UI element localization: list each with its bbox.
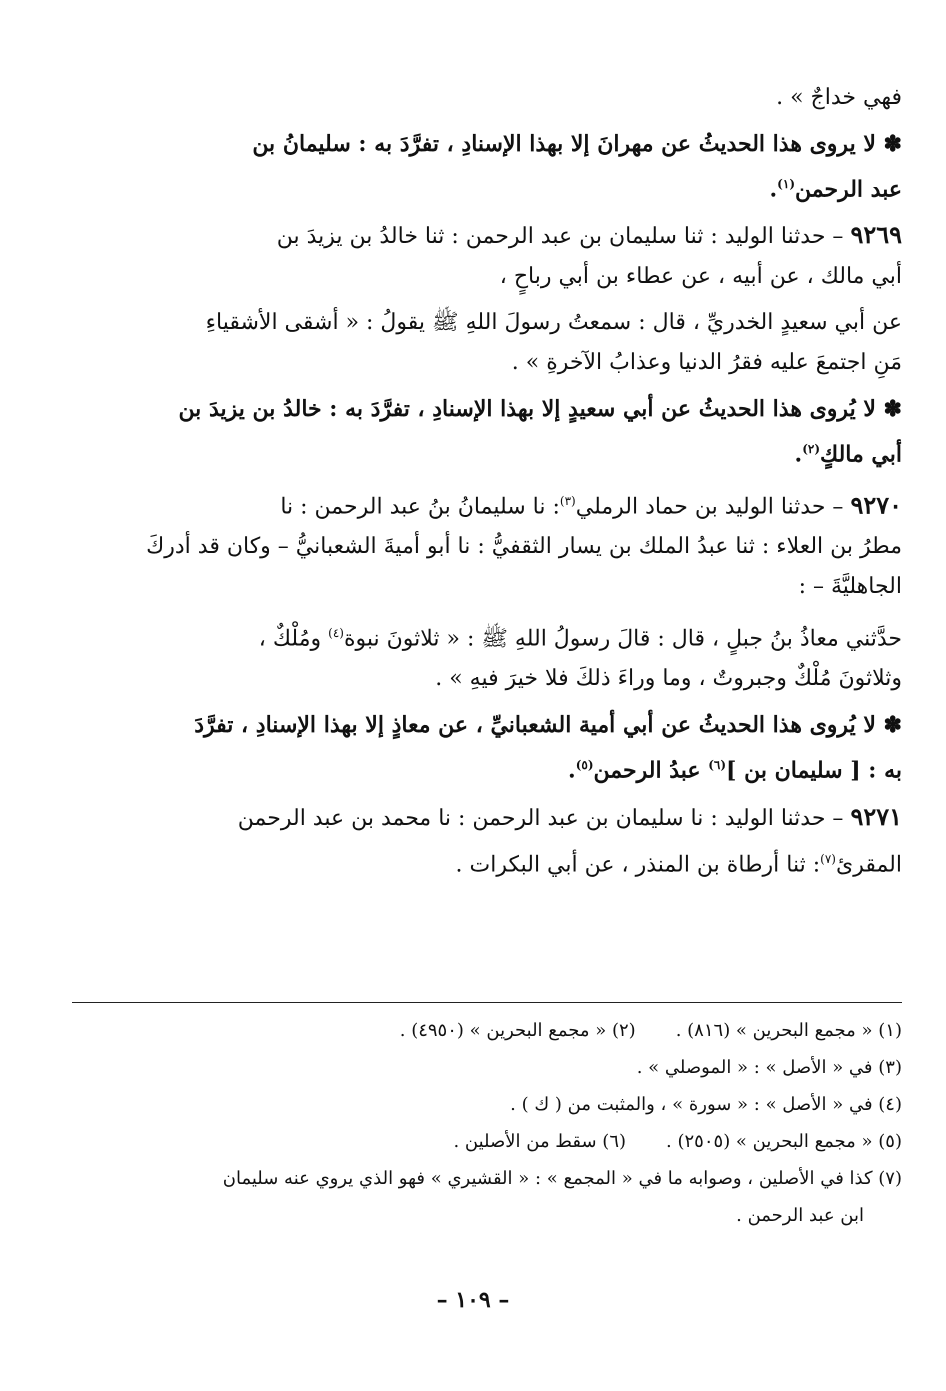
commentary-text: عبد الرحمن [795,176,902,203]
hadith-line: مَنِ اجتمعَ عليه فقرُ الدنيا وعذابُ الآخرةِ » . [511,350,902,376]
punctuation: . [794,441,803,468]
paragraph-commentary-2 [72,389,902,474]
commentary-text: عبدُ الرحمن [593,757,701,784]
footnote-1: (١) « مجمع البحرين » (٨١٦) . [675,1020,902,1041]
punctuation: . [769,176,778,203]
hadith-9270-matn [72,613,902,699]
hadith-line: مطرُ بن العلاء : ثنا عبدُ الملك بن يسار الثقفيُّ : نا أبو أميةَ الشعبانيُّ – وكان قد أدركَ [146,533,902,559]
footnotes [72,1012,902,1234]
footnote-row [72,1123,902,1160]
commentary-line [72,429,902,474]
footnote-ref: (٤) [328,625,344,640]
footnote-7-continuation: ابن عبد الرحمن . [736,1205,864,1226]
hadith-9269-matn [72,303,902,383]
footnote-2: (٢) « مجمع البحرين » (٤٩٥٠) . [399,1020,636,1041]
hadith-9271 [72,797,902,885]
hadith-line [72,613,902,659]
commentary-text: به : [ سليمان بن ] [726,757,902,784]
commentary-line: ✽ لا يروى هذا الحديثُ عن مهرانَ إلا بهذا الإسنادِ ، تفرَّدَ به : سليمانُ بن [252,131,902,157]
hadith-line: عن أبي سعيدٍ الخدريِّ ، قال : سمعتُ رسولَ اللهِ ﷺ يقولُ : « أشقى الأشقياءِ [205,310,902,336]
footnote-row [72,1012,902,1049]
commentary-line [72,745,902,790]
hadith-text: – حدثنا الوليد : ثنا سليمان بن عبد الرحمن : ثنا خالدُ بن يزيدَ بن [276,224,844,250]
paragraph-commentary-3 [72,705,902,790]
hadith-line: وثلاثونَ مُلْكٌ وجبروتٌ ، وما وراءَ ذلكَ فلا خيرَ فيهِ » . [435,666,902,692]
footnote-3: (٣) في « الأصل » : « الموصلي » . [636,1057,902,1078]
commentary-line: ✽ لا يُروى هذا الحديثُ عن أبي أمية الشعبانيِّ ، عن معاذٍ إلا بهذا الإسنادِ ، تفرَّدَ [194,712,902,739]
hadith-text: : ثنا أرطاة بن المنذر ، عن أبي البكرات . [455,851,821,877]
punctuation: . [568,757,576,784]
hadith-line [72,481,902,527]
hadith-text: – حدثنا الوليد بن حماد الرملي [575,493,844,519]
hadith-number: ٩٢٧٠ [850,489,902,519]
hadith-text: حدَّثني معاذُ بنُ جبلٍ ، قال : قالَ رسولُ اللهِ ﷺ : « ثلاثونَ نبوة [343,626,902,652]
paragraph-continuation: فهي خداجٌ » . [776,85,902,110]
hadith-number: ٩٢٧١ [850,801,902,831]
hadith-line [72,215,902,257]
footnote-4: (٤) في « الأصل » : « سورة » ، والمثبت من ( ك ) . [510,1094,902,1115]
paragraph-commentary-1 [72,124,902,209]
commentary-text: أبي مالكٍ [820,441,902,468]
footnote-6: (٦) سقط من الأصلين . [453,1131,627,1152]
footnote-ref: (٥) [575,758,594,773]
hadith-line: أبي مالك ، عن أبيه ، عن عطاء بن أبي رباحٍ ، [499,264,902,290]
hadith-text: – حدثنا الوليد : نا سليمان بن عبد الرحمن : نا محمد بن عبد الرحمن [237,805,844,831]
hadith-line [72,839,902,885]
commentary-line [72,164,902,209]
hadith-text: : نا سليمانُ بنُ عبد الرحمن : نا [280,493,560,519]
footnote-ref: (٦) [708,758,727,773]
footnote-5: (٥) « مجمع البحرين » (٢٥٠٥) . [666,1131,902,1152]
footnote-ref: (١) [777,177,795,191]
hadith-9269 [72,215,902,297]
footnote-ref: (٢) [802,442,821,457]
hadith-9270 [72,481,902,607]
footnote-ref: (٧) [820,851,836,866]
commentary-line: ✽ لا يُروى هذا الحديثُ عن أبي سعيدٍ إلا بهذا الإسنادِ ، تفرَّدَ به : خالدُ بن يزيدَ بن [178,396,902,423]
page-number: – ١٠٩ – [436,1287,510,1313]
hadith-line [72,797,902,839]
hadith-text: ومُلْكٌ ، [258,626,322,652]
footnote-ref: (٣) [559,493,576,508]
hadith-line: الجاهليَّةَ – : [798,573,902,599]
footnote-divider [72,1002,902,1003]
hadith-number: ٩٢٦٩ [850,220,902,250]
footnote-7: (٧) كذا في الأصلين ، وصوابه ما في « المجمع » : « القشيري » فهو الذي يروي عنه سليمان [222,1168,902,1189]
hadith-text: المقرئ [835,851,902,877]
main-text [72,78,902,885]
